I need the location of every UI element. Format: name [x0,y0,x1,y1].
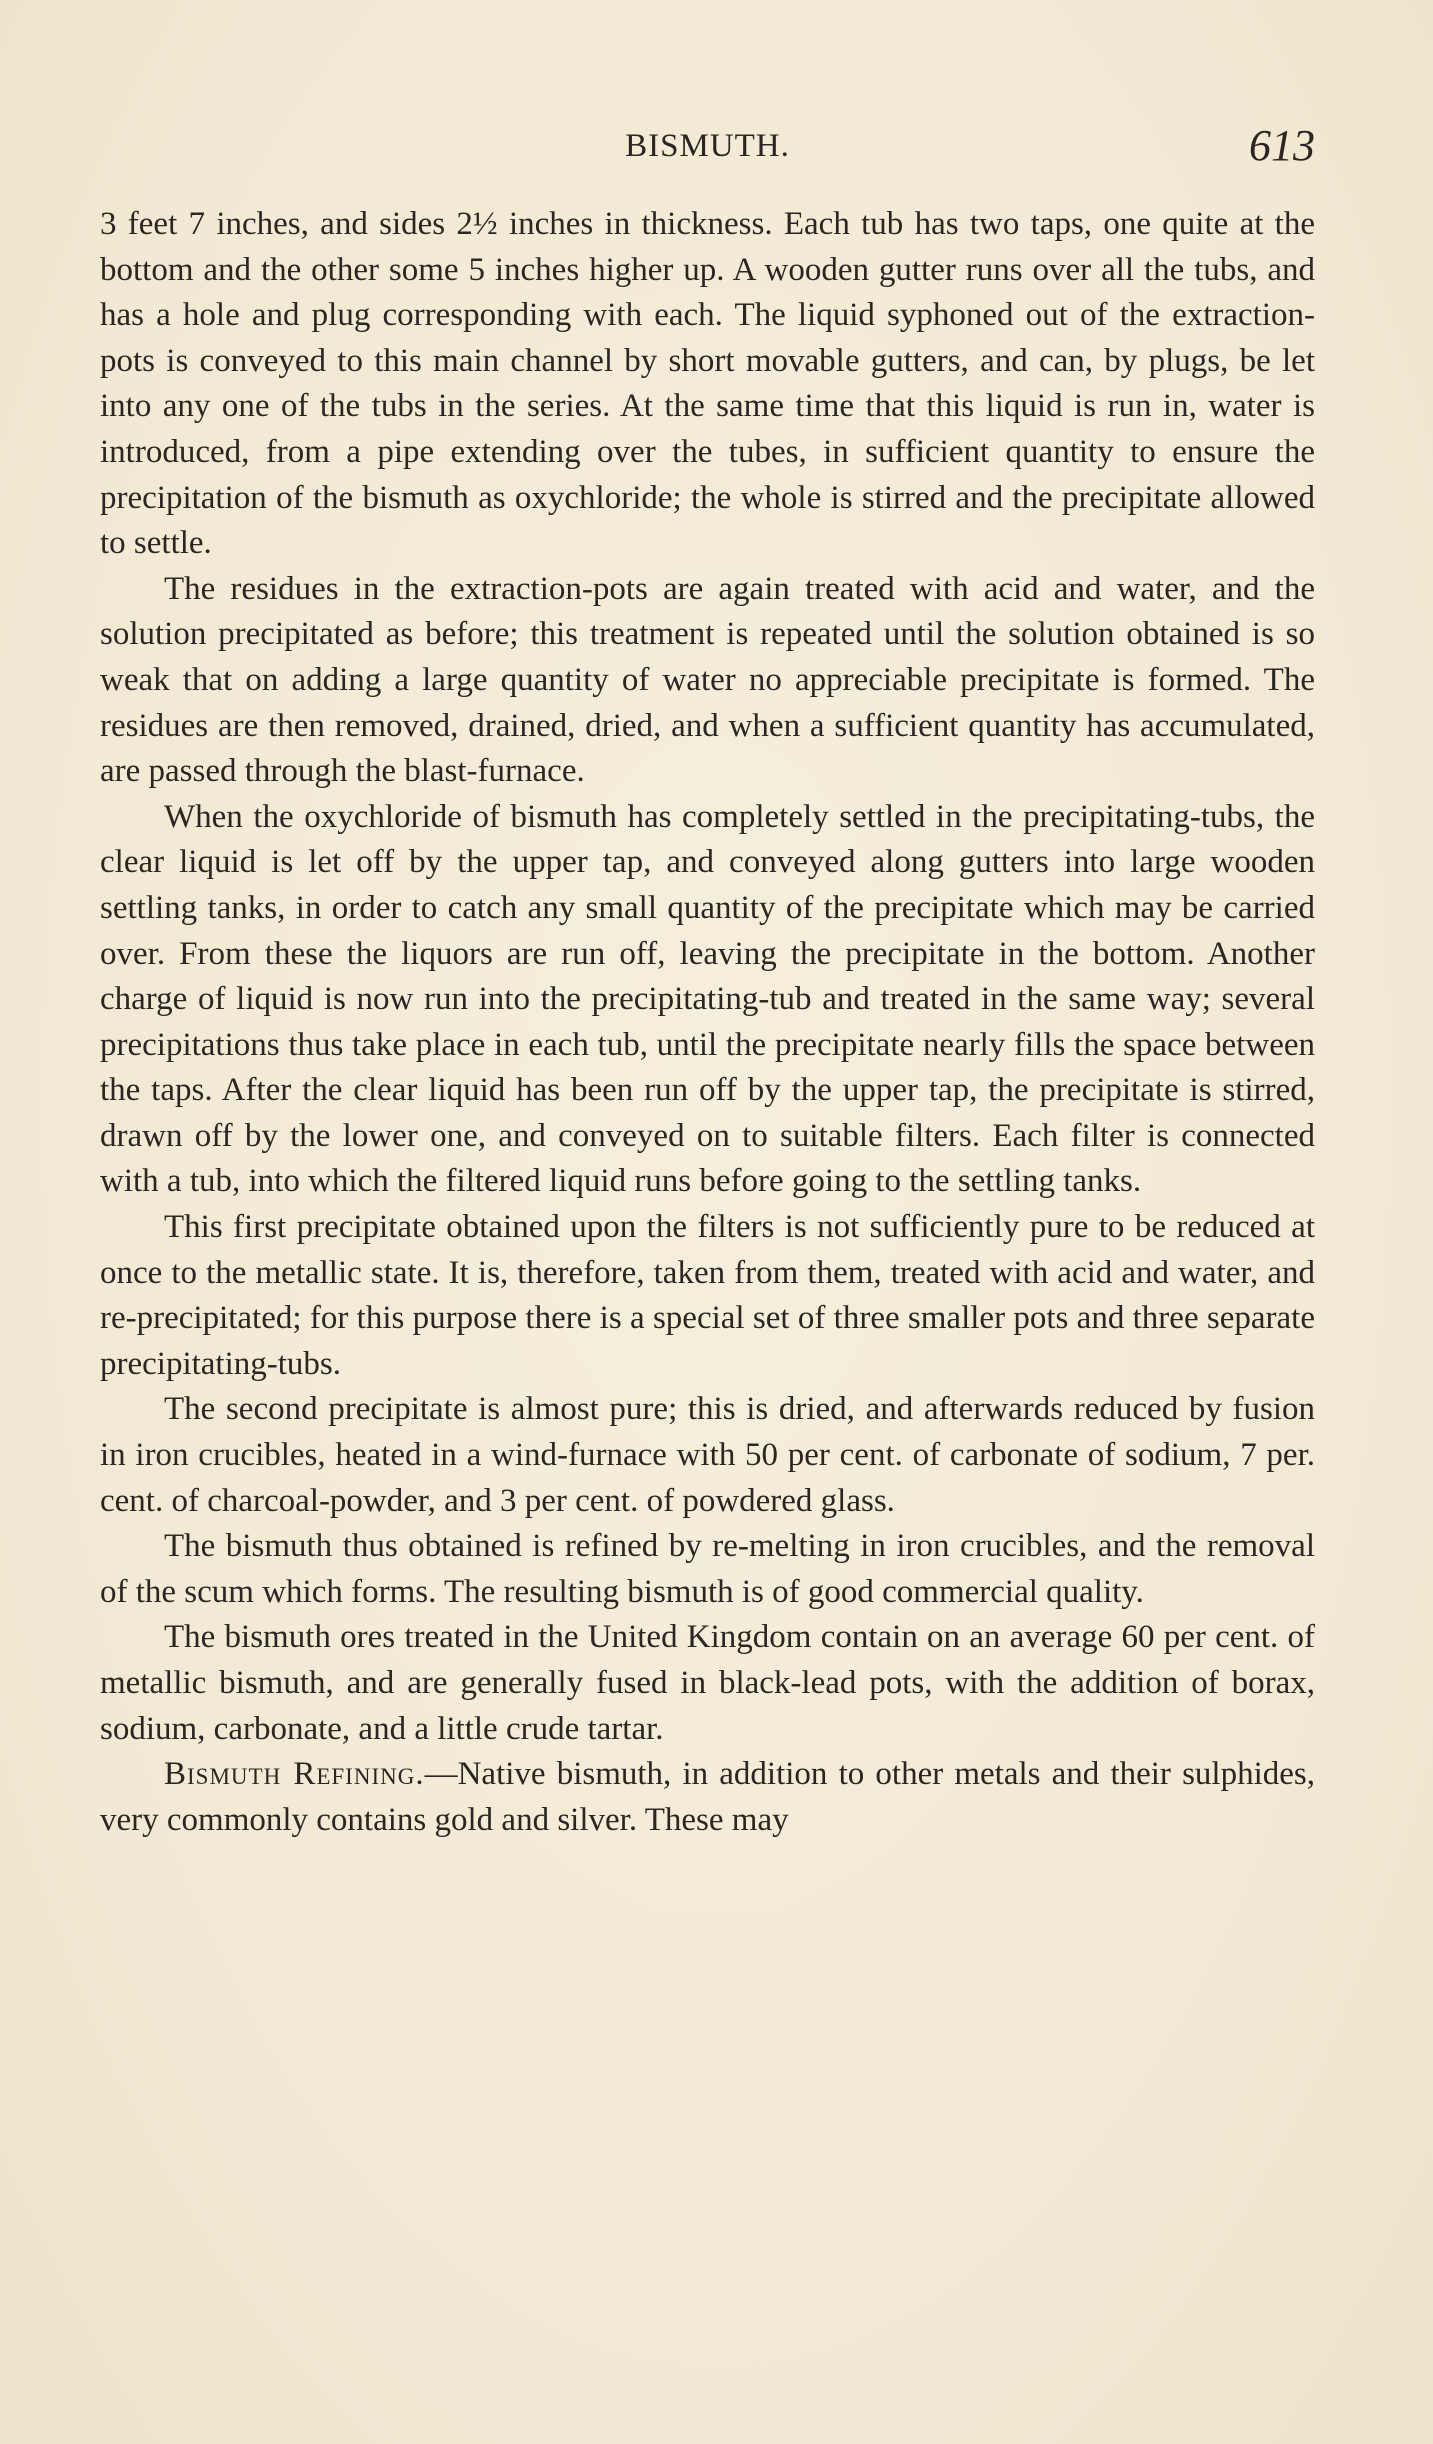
paragraph-8-text: —Native bismuth, in addition to other metals and their sulphides, very commonly contains gold and silver. These may [100,1756,1315,1838]
page-number: 613 [1249,121,1315,170]
paragraph-8 [100,1752,1315,1843]
running-head: BISMUTH. [625,128,790,164]
paragraph-7: The bismuth ores treated in the United Kingdom contain on an average 60 per cent. of metallic bismuth, and are generally fused in black-lead pots, with the addition of borax, sodium, carbonate, and a little crude tartar. [100,1619,1315,1747]
body-text [100,202,1315,1843]
section-heading: Bismuth Refining. [164,1756,425,1793]
paragraph-3: When the oxychloride of bismuth has completely settled in the precipitating-tubs, the clear liquid is let off by the upper tap, and conveyed along gutters into large wooden settling tanks, in order to catch any small quantity of the precipitate which may be carried over. From these the liquors are run off, leaving the precipitate in the bottom. Another charge of liquid is now run into the precipitating-tub and treated in the same way; several precipitations thus take place in each tub, until the precipitate nearly fills the space between the taps. After the clear liquid has been run off by the upper tap, the precipitate is stirred, drawn off by the lower one, and conveyed on to suitable filters. Each filter is connected with a tub, into which the filtered liquid runs before going to the settling tanks. [100,798,1315,1200]
paragraph-1: 3 feet 7 inches, and sides 2½ inches in thickness. Each tub has two taps, one quite at the bottom and the other some 5 inches higher up. A wooden gutter runs over all the tubs, and has a hole and plug corresponding with each. The liquid syphoned out of the extraction-pots is conveyed to this main channel by short movable gutters, and can, by plugs, be let into any one of the tubs in the series. At the same time that this liquid is run in, water is introduced, from a pipe extending over the tubes, in sufficient quantity to ensure the precipitation of the bismuth as oxychloride; the whole is stirred and the precipitate allowed to settle. [100,206,1315,562]
paragraph-2: The residues in the extraction-pots are again treated with acid and water, and the solution precipitated as before; this treatment is repeated until the solution obtained is so weak that on adding a large quantity of water no appreciable precipitate is formed. The residues are then removed, drained, dried, and when a sufficient quantity has accumulated, are passed through the blast-furnace. [100,570,1315,790]
page-header [100,121,1315,178]
paragraph-4: This first precipitate obtained upon the filters is not sufficiently pure to be reduced at once to the metallic state. It is, therefore, taken from them, treated with acid and water, and re-precipitated; for this purpose there is a special set of three smaller pots and three separate precipitating-tubs. [100,1209,1315,1382]
paragraph-5: The second precipitate is almost pure; this is dried, and afterwards reduced by fusion in iron crucibles, heated in a wind-furnace with 50 per cent. of carbonate of sodium, 7 per. cent. of charcoal-powder, and 3 per cent. of powdered glass. [100,1391,1315,1519]
paragraph-6: The bismuth thus obtained is refined by re-melting in iron crucibles, and the removal of the scum which forms. The resulting bismuth is of good commercial quality. [100,1528,1315,1610]
